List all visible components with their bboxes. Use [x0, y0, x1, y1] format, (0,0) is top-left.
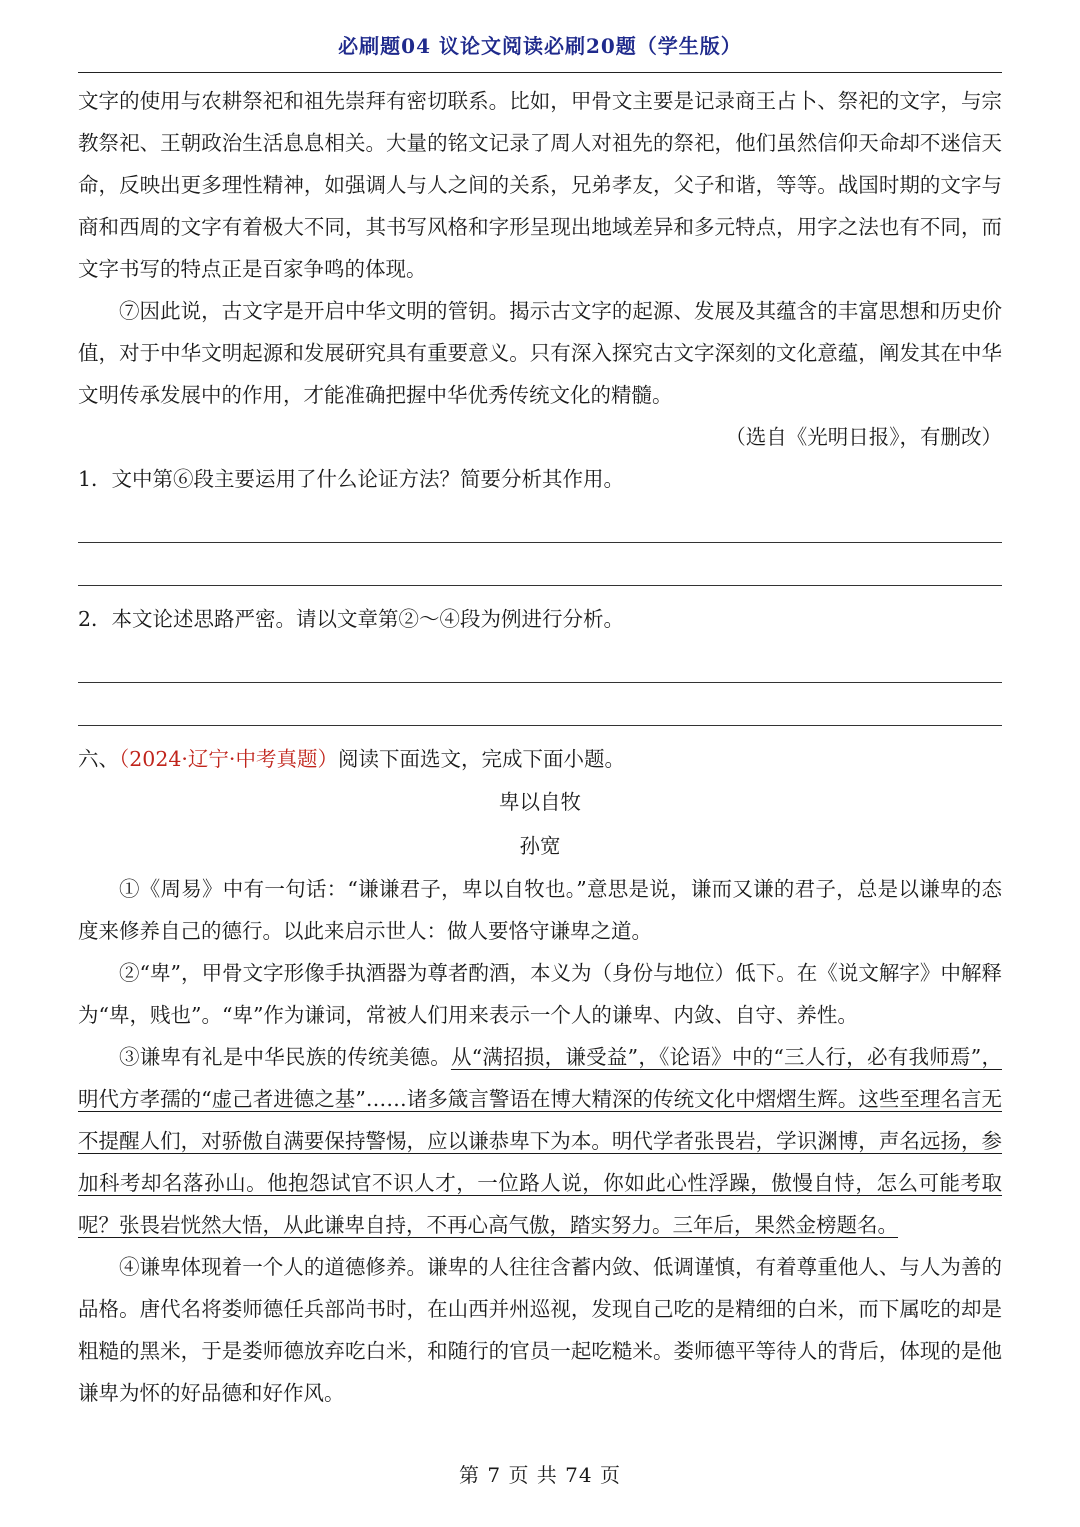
paragraph-3-lead: ③谦卑有礼是中华民族的传统美德。 [119, 1045, 451, 1069]
question-1: 1．文中第⑥段主要运用了什么论证方法？简要分析其作用。 [78, 467, 625, 491]
section-number: 六、 [78, 747, 119, 771]
answer-line[interactable] [78, 682, 1002, 683]
section-instruction: 阅读下面选文，完成下面小题。 [337, 747, 625, 771]
question-2: 2．本文论述思路严密。请以文章第②～④段为例进行分析。 [78, 607, 625, 631]
paragraph-7: ⑦因此说，古文字是开启中华文明的管钥。揭示古文字的起源、发展及其蕴含的丰富思想和历史价值，对于中华文明起源和发展研究具有重要意义。只有深入探究古文字深刻的文化意蕴，阐发其在中华文明传承发展中的作用，才能准确把握中华优秀传统文化的精髓。 [78, 299, 1002, 407]
source-citation: （选自《光明日报》，有删改） [725, 425, 1002, 449]
paragraph-6-continued: 文字的使用与农耕祭祀和祖先崇拜有密切联系。比如，甲骨文主要是记录商王占卜、祭祀的文字，与宗教祭祀、王朝政治生活息息相关。大量的铭文记录了周人对祖先的祭祀，他们虽然信仰天命却不迷信天命，反映出更多理性精神，如强调人与人之间的关系，兄弟孝友，父子和谐，等等。战国时期的文字与商和西周的文字有着极大不同，其书写风格和字形呈现出地域差异和多元特点，用字之法也有不同，而文字书写的特点正是百家争鸣的体现。 [78, 89, 1002, 281]
article-paragraph-1: ①《周易》中有一句话：“谦谦君子，卑以自牧也。”意思是说，谦而又谦的君子，总是以谦卑的态度来修养自己的德行。以此来启示世人：做人要恪守谦卑之道。 [78, 877, 1002, 943]
exam-source-tag: （2024·辽宁·中考真题） [119, 747, 338, 771]
article-author: 孙宽 [519, 834, 561, 858]
article-paragraph-4: ④谦卑体现着一个人的道德修养。谦卑的人往往含蓄内敛、低调谨慎，有着尊重他人、与人为善的品格。唐代名将娄师德任兵部尚书时，在山西并州巡视，发现自己吃的是精细的白米，而下属吃的却是粗糙的黑米，于是娄师德放弃吃白米，和随行的官员一起吃糙米。娄师德平等待人的背后，体现的是他谦卑为怀的好品德和好作风。 [78, 1255, 1002, 1405]
answer-line[interactable] [78, 542, 1002, 543]
section-6-heading [78, 738, 1002, 780]
article-paragraph-3 [78, 1036, 1002, 1246]
answer-line[interactable] [78, 725, 1002, 726]
underlined-passage: 从“满招损，谦受益”，《论语》中的“三人行，必有我师焉”，明代方孝孺的“虚己者进德之基”……诸多箴言警语在博大精深的传统文化中熠熠生辉。这些至理名言无不提醒人们，对骄傲自满要保持警惕，应以谦恭卑下为本。明代学者张畏岩，学识渊博，声名远扬，参加科考却名落孙山。他抱怨试官不识人才，一位路人说，你如此心性浮躁，傲慢自恃，怎么可能考取呢？张畏岩恍然大悟，从此谦卑自持，不再心高气傲，踏实努力。三年后，果然金榜题名。 [78, 1045, 1002, 1237]
article-title: 卑以自牧 [499, 790, 581, 814]
page-title: 必刷题04 议论文阅读必刷20题（学生版） [338, 34, 742, 58]
article-paragraph-2: ②“卑”，甲骨文字形像手执酒器为尊者酌酒，本义为（身份与地位）低下。在《说文解字》中解释为“卑，贱也”。“卑”作为谦词，常被人们用来表示一个人的谦卑、内敛、自守、养性。 [78, 961, 1002, 1027]
page-number: 第 7 页 共 74 页 [459, 1463, 621, 1487]
header-divider [78, 72, 1002, 73]
answer-line[interactable] [78, 585, 1002, 586]
document-body [78, 80, 1002, 1414]
